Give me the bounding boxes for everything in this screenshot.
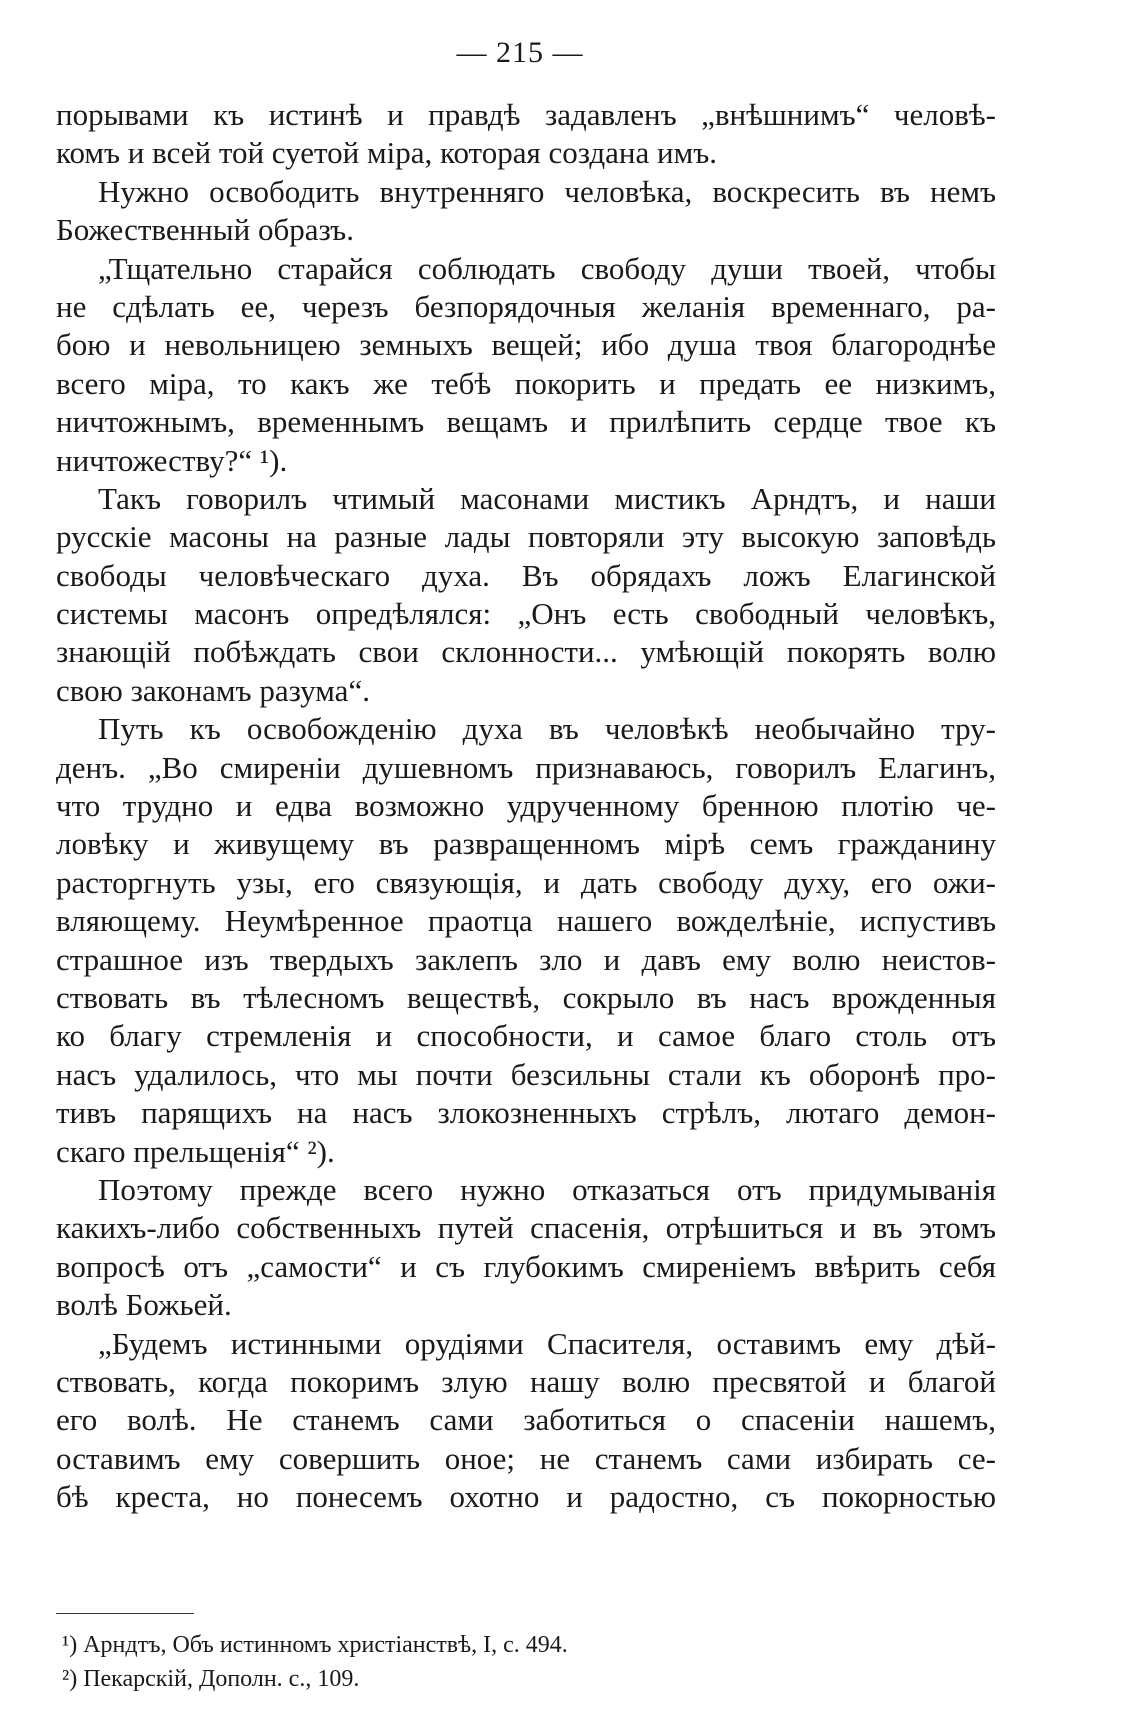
text-line: денъ. „Во смиреніи душевномъ признаваюсь, говорилъ Елагинъ,	[56, 749, 996, 785]
text-line: вопросѣ отъ „самости“ и съ глубокимъ смиреніемъ ввѣрить себя	[56, 1248, 996, 1284]
text-line: ствовать, когда покоримъ злую нашу волю пресвятой и благой	[56, 1363, 996, 1399]
text-line: бою и невольницею земныхъ вещей; ибо душа твоя благороднѣе	[56, 327, 996, 363]
text-line: ничтожнымъ, временнымъ вещамъ и прилѣпить сердце твое къ	[56, 404, 996, 440]
text-line: системы масонъ опредѣлялся: „Онъ есть свободный человѣкъ,	[56, 596, 996, 632]
footnote-divider	[56, 1613, 194, 1614]
text-line: бѣ креста, но понесемъ охотно и радостно, съ покорностью	[56, 1479, 996, 1515]
text-line: порывами къ истинѣ и правдѣ задавленъ „внѣшнимъ“ человѣ-	[56, 97, 996, 132]
text-line: „Будемъ истинными орудіями Спасителя, оставимъ ему дѣй-	[98, 1325, 996, 1361]
text-line: насъ удалилось, что мы почти безсильны стали къ оборонѣ про-	[56, 1056, 996, 1092]
text-line: не сдѣлать ее, черезъ безпорядочныя желанія временнаго, ра-	[56, 288, 996, 324]
text-line: тивъ парящихъ на насъ злокозненныхъ стрѣлъ, лютаго демон-	[56, 1095, 996, 1131]
text-line: комъ и всей той суетой міра, которая создана имъ.	[56, 135, 718, 171]
footnote: ²) Пекарскій, Дополн. с., 109.	[62, 1666, 360, 1692]
text-line: свою законамъ разума“.	[56, 672, 370, 708]
text-line: русскіе масоны на разные лады повторяли эту высокую заповѣдь	[56, 519, 996, 555]
text-line: Поэтому прежде всего нужно отказаться отъ придумыванія	[98, 1171, 996, 1207]
text-line: Путь къ освобожденію духа въ человѣкѣ необычайно тру-	[98, 711, 996, 747]
text-line: Божественный образъ.	[56, 212, 354, 248]
text-line: страшное изъ твердыхъ заклепъ зло и давъ ему волю неистов-	[56, 941, 996, 977]
text-line: ствовать въ тѣлесномъ веществѣ, сокрыло въ насъ врожденныя	[56, 979, 996, 1015]
text-line: свободы человѣческаго духа. Въ обрядахъ ложъ Елагинской	[56, 557, 996, 593]
text-line: „Тщательно старайся соблюдать свободу души твоей, чтобы	[98, 250, 996, 286]
body-text	[56, 96, 996, 1516]
text-line: ко благу стремленія и способности, и самое благо столь отъ	[56, 1018, 996, 1054]
page-number: — 215 —	[456, 36, 584, 69]
text-line: скаго прельщенія“ ²).	[56, 1133, 335, 1169]
text-line: что трудно и едва возможно удрученному бренною плотію че-	[56, 788, 996, 824]
text-line: знающій побѣждать свои склонности... умѣющій покорять волю	[56, 634, 996, 670]
text-line: ничтожеству?“ ¹).	[56, 442, 288, 478]
text-line: Такъ говорилъ чтимый масонами мистикъ Арндтъ, и наши	[98, 480, 996, 516]
text-line: расторгнуть узы, его связующія, и дать свободу духу, его ожи-	[56, 864, 996, 900]
text-line: ловѣку и живущему въ развращенномъ мірѣ семъ гражданину	[56, 826, 996, 862]
text-line: его волѣ. Не станемъ сами заботиться о спасеніи нашемъ,	[56, 1402, 996, 1438]
footnotes	[56, 1628, 956, 1696]
text-line: какихъ-либо собственныхъ путей спасенія, отрѣшиться и въ этомъ	[56, 1210, 996, 1246]
text-line: Нужно освободить внутренняго человѣка, воскресить въ немъ	[98, 173, 996, 209]
text-line: всего міра, то какъ же тебѣ покорить и предать ее низкимъ,	[56, 365, 996, 401]
text-line: волѣ Божьей.	[56, 1287, 232, 1323]
text-line: вляющему. Неумѣренное праотца нашего вожделѣніе, испустивъ	[56, 903, 996, 939]
text-line: оставимъ ему совершить оное; не станемъ сами избирать се-	[56, 1440, 996, 1476]
footnote: ¹) Арндтъ, Объ истинномъ христіанствѣ, I, с. 494.	[62, 1632, 568, 1658]
